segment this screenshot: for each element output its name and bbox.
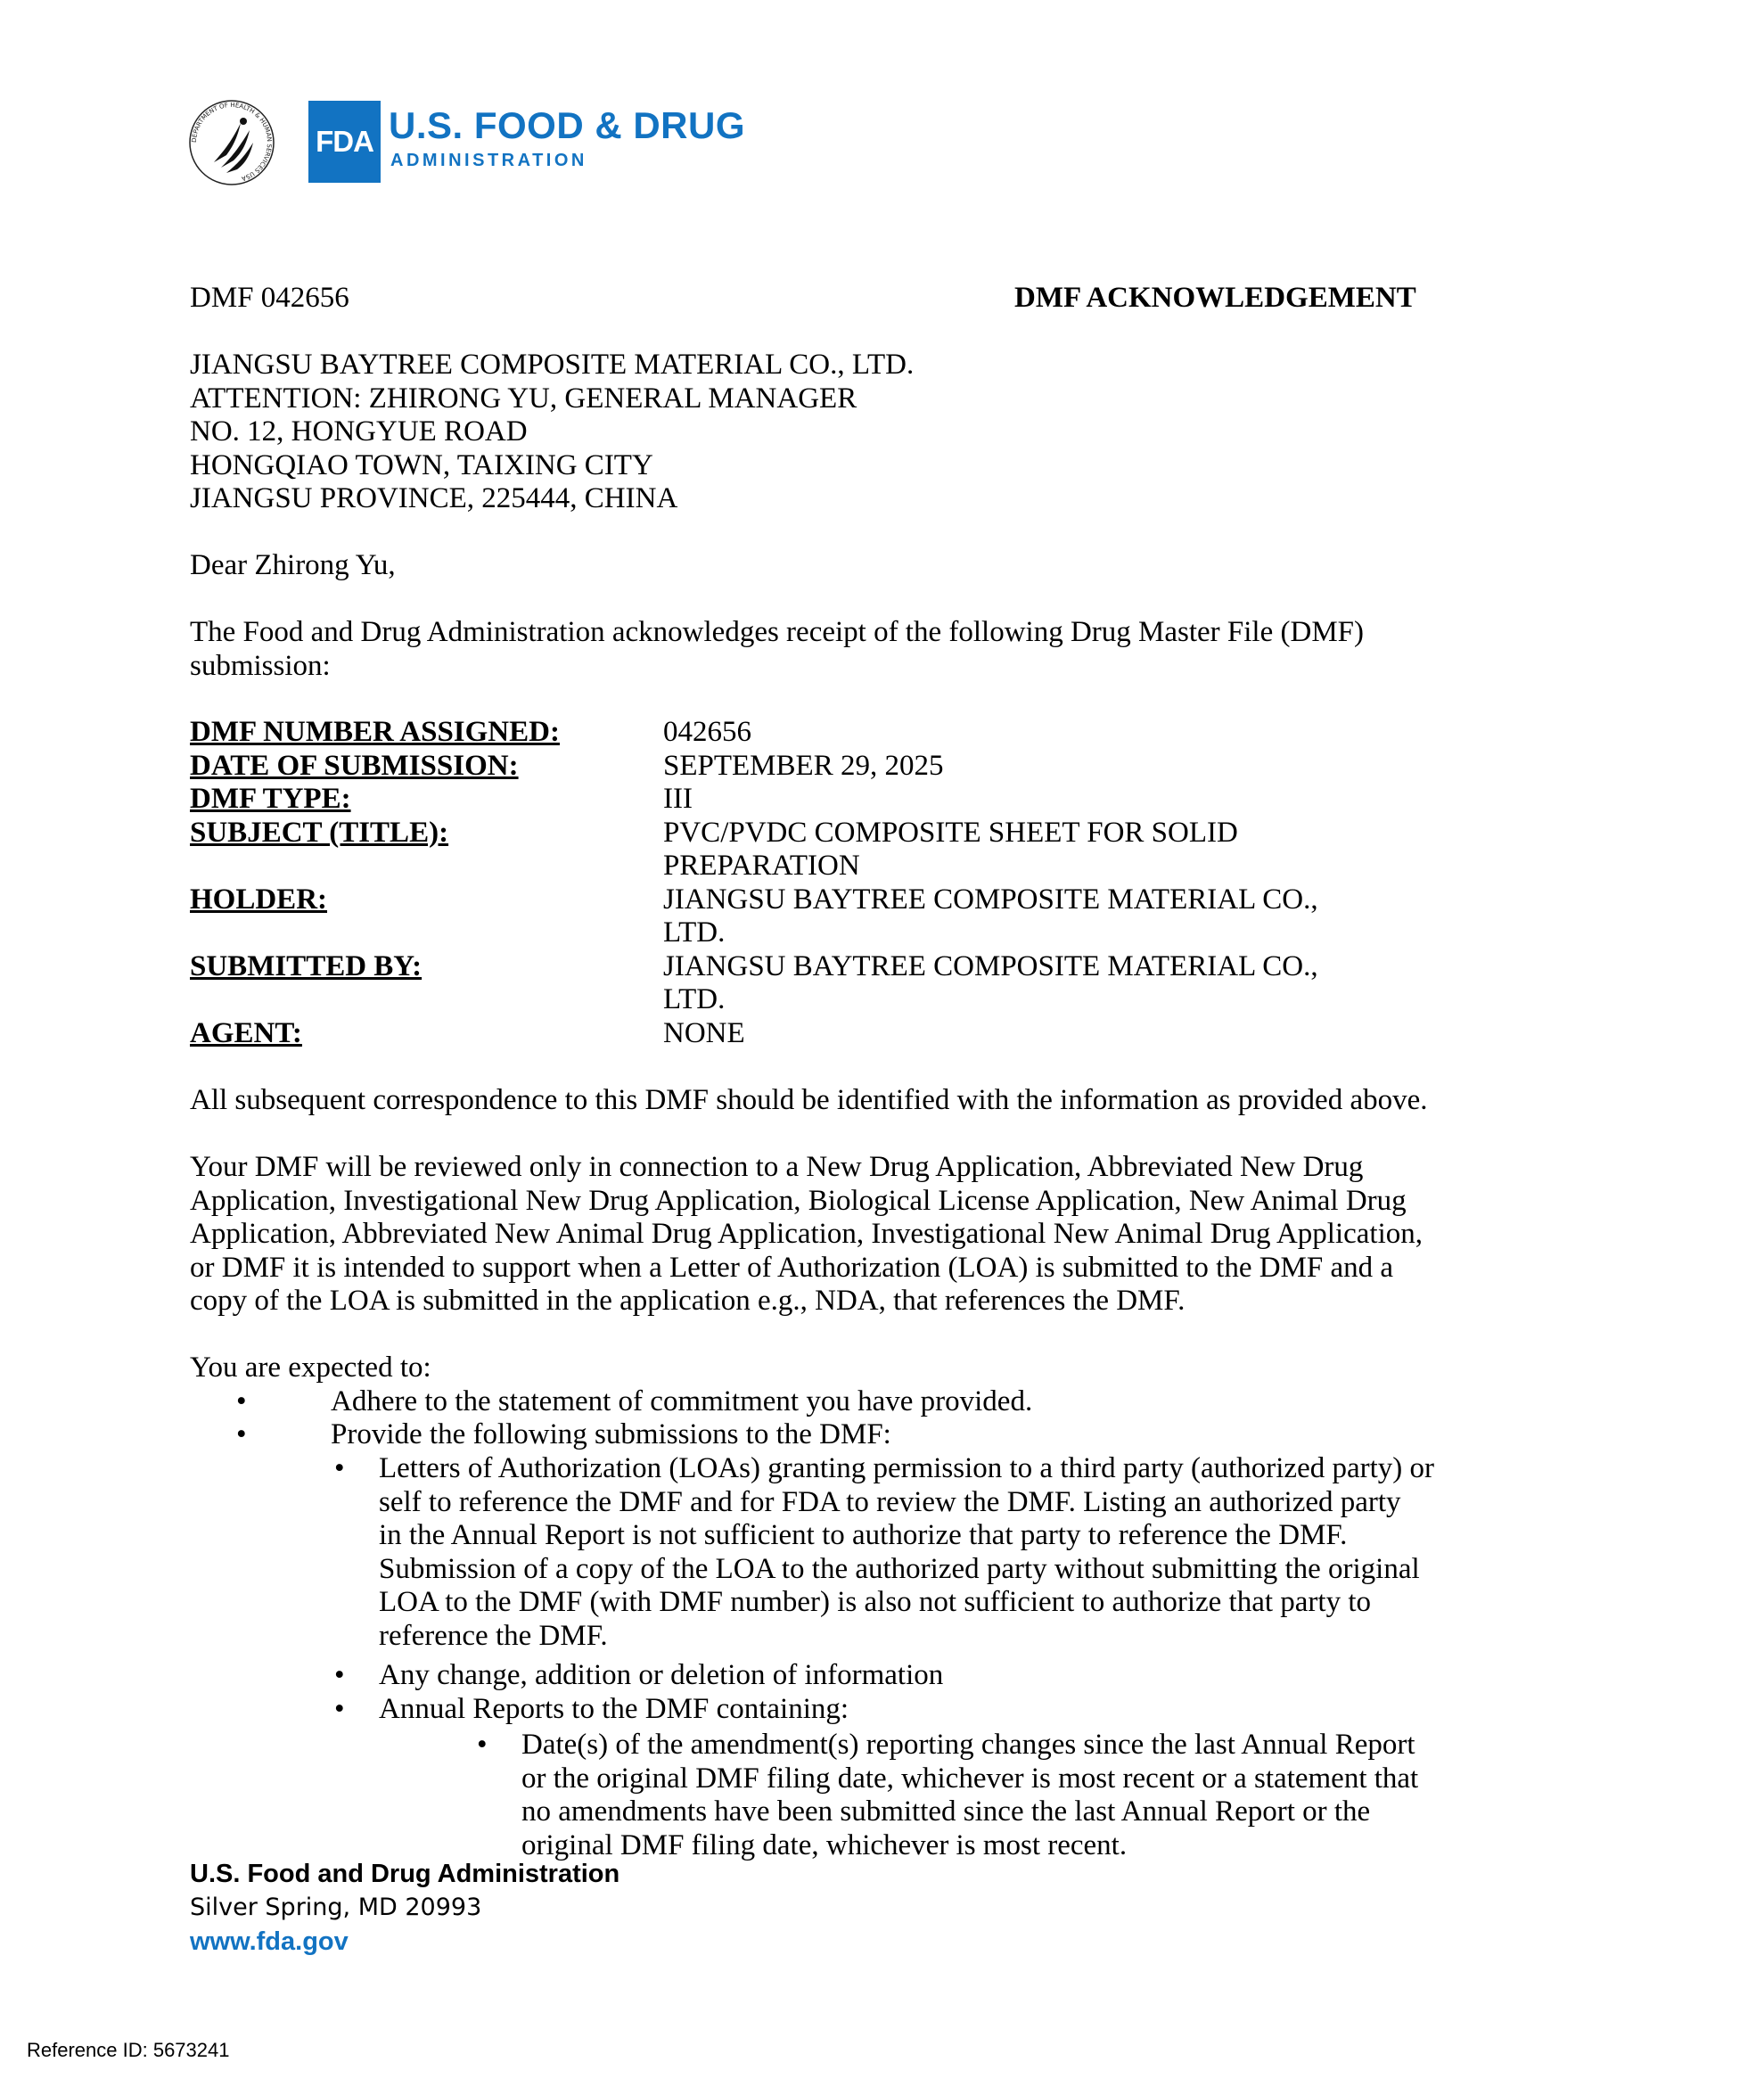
list-item-line: Date(s) of the amendment(s) reporting changes since the last Annual Report bbox=[521, 1729, 1415, 1761]
field-value-line: III bbox=[663, 783, 693, 815]
correspondence-paragraph: All subsequent correspondence to this DMF should be identified with the information as provided above. bbox=[190, 1084, 1428, 1116]
address-line: HONGQIAO TOWN, TAIXING CITY bbox=[190, 448, 653, 481]
field-label: SUBMITTED BY: bbox=[190, 949, 423, 982]
expected-intro: You are expected to: bbox=[190, 1351, 431, 1384]
intro-line: submission: bbox=[190, 649, 331, 682]
address-line: NO. 12, HONGYUE ROAD bbox=[190, 415, 528, 448]
review-paragraph bbox=[190, 1151, 1423, 1319]
list-item-line: Letters of Authorization (LOAs) granting permission to a third party (authorized party) or bbox=[379, 1452, 1435, 1484]
field-row bbox=[190, 716, 1376, 750]
list-item bbox=[521, 1729, 1418, 1862]
bullet-icon: • bbox=[236, 1418, 247, 1450]
list-item-line: reference the DMF. bbox=[379, 1619, 608, 1652]
dmf-fields-table bbox=[190, 716, 1376, 1050]
list-item-line: original DMF filing date, whichever is most recent. bbox=[521, 1828, 1128, 1861]
footer-website-link[interactable]: www.fda.gov bbox=[190, 1927, 349, 1956]
field-value-line: 042656 bbox=[663, 716, 751, 748]
address-line: JIANGSU PROVINCE, 225444, CHINA bbox=[190, 482, 678, 514]
list-item-line: in the Annual Report is not sufficient to authorize that party to reference the DMF. bbox=[379, 1519, 1348, 1551]
list-item-line: self to reference the DMF and for FDA to review the DMF. Listing an authorized party bbox=[379, 1485, 1401, 1518]
list-item-line: no amendments have been submitted since the last Annual Report or the bbox=[521, 1795, 1371, 1828]
field-row bbox=[190, 750, 1376, 784]
field-value bbox=[663, 817, 1376, 883]
field-row bbox=[190, 883, 1376, 950]
list-item: Any change, addition or deletion of information bbox=[379, 1659, 944, 1691]
review-line: Application, Investigational New Drug Application, Biological License Application, New Animal Drug bbox=[190, 1184, 1407, 1217]
dmf-id: DMF 042656 bbox=[190, 282, 349, 314]
field-row bbox=[190, 783, 1376, 817]
review-line: copy of the LOA is submitted in the application e.g., NDA, that references the DMF. bbox=[190, 1285, 1186, 1317]
list-item: Provide the following submissions to the DMF: bbox=[331, 1418, 891, 1450]
intro-line: The Food and Drug Administration acknowledges receipt of the following Drug Master File (DMF) bbox=[190, 616, 1365, 648]
reference-id: Reference ID: 5673241 bbox=[27, 2039, 230, 2061]
review-line: Your DMF will be reviewed only in connection to a New Drug Application, Abbreviated New Drug bbox=[190, 1151, 1364, 1183]
field-label: DMF NUMBER ASSIGNED: bbox=[190, 716, 560, 748]
doc-type-heading: DMF ACKNOWLEDGEMENT bbox=[1014, 282, 1416, 314]
fda-logo-mark bbox=[308, 101, 381, 183]
bullet-icon: • bbox=[334, 1659, 345, 1691]
field-label: SUBJECT (TITLE): bbox=[190, 816, 449, 849]
field-label: AGENT: bbox=[190, 1016, 302, 1049]
fda-logo-text: FDA bbox=[316, 125, 373, 158]
fda-logo-subtitle: ADMINISTRATION bbox=[390, 151, 587, 170]
field-value-line: PREPARATION bbox=[663, 850, 860, 882]
field-value-line: LTD. bbox=[663, 916, 726, 949]
field-value bbox=[663, 783, 1376, 817]
hhs-seal-text: DEPARTMENT OF HEALTH & HUMAN SERVICES USA bbox=[190, 101, 274, 183]
field-row bbox=[190, 1017, 1376, 1051]
address-line: JIANGSU BAYTREE COMPOSITE MATERIAL CO., LTD. bbox=[190, 349, 915, 381]
footer-address: Silver Spring, MD 20993 bbox=[190, 1894, 482, 1921]
field-label: DATE OF SUBMISSION: bbox=[190, 749, 519, 782]
fda-logo-title: U.S. FOOD & DRUG bbox=[389, 104, 746, 146]
field-value-line: JIANGSU BAYTREE COMPOSITE MATERIAL CO., bbox=[663, 949, 1318, 982]
field-row bbox=[190, 817, 1376, 883]
list-item-line: LOA to the DMF (with DMF number) is also not sufficient to authorize that party to bbox=[379, 1586, 1371, 1618]
field-value bbox=[663, 750, 1376, 784]
field-value bbox=[663, 716, 1376, 750]
intro-paragraph bbox=[190, 616, 1364, 683]
field-label: HOLDER: bbox=[190, 883, 328, 916]
list-item bbox=[379, 1452, 1434, 1653]
recipient-address bbox=[190, 349, 914, 516]
list-item: Adhere to the statement of commitment you have provided. bbox=[331, 1385, 1033, 1417]
salutation: Dear Zhirong Yu, bbox=[190, 549, 396, 581]
field-value bbox=[663, 883, 1376, 950]
bullet-icon: • bbox=[334, 1452, 345, 1484]
bullet-icon: • bbox=[236, 1385, 247, 1417]
field-label: DMF TYPE: bbox=[190, 783, 351, 815]
field-row bbox=[190, 950, 1376, 1017]
footer-org: U.S. Food and Drug Administration bbox=[190, 1860, 620, 1888]
bullet-icon: • bbox=[334, 1693, 345, 1725]
field-value-line: PVC/PVDC COMPOSITE SHEET FOR SOLID bbox=[663, 816, 1238, 849]
field-value bbox=[663, 1017, 1376, 1051]
review-line: or DMF it is intended to support when a Letter of Authorization (LOA) is submitted to the DMF and a bbox=[190, 1251, 1394, 1284]
address-line: ATTENTION: ZHIRONG YU, GENERAL MANAGER bbox=[190, 382, 857, 415]
field-value-line: JIANGSU BAYTREE COMPOSITE MATERIAL CO., bbox=[663, 883, 1318, 916]
list-item-line: Submission of a copy of the LOA to the authorized party without submitting the original bbox=[379, 1552, 1420, 1585]
bullet-icon: • bbox=[477, 1729, 488, 1761]
field-value bbox=[663, 950, 1376, 1017]
review-line: Application, Abbreviated New Animal Drug Application, Investigational New Animal Drug Application, bbox=[190, 1218, 1423, 1250]
field-value-line: NONE bbox=[663, 1016, 745, 1049]
list-item: Annual Reports to the DMF containing: bbox=[379, 1693, 849, 1725]
list-item-line: or the original DMF filing date, whichever is most recent or a statement that bbox=[521, 1762, 1419, 1795]
hhs-seal-logo bbox=[187, 98, 276, 187]
field-value-line: LTD. bbox=[663, 983, 726, 1015]
field-value-line: SEPTEMBER 29, 2025 bbox=[663, 749, 944, 782]
